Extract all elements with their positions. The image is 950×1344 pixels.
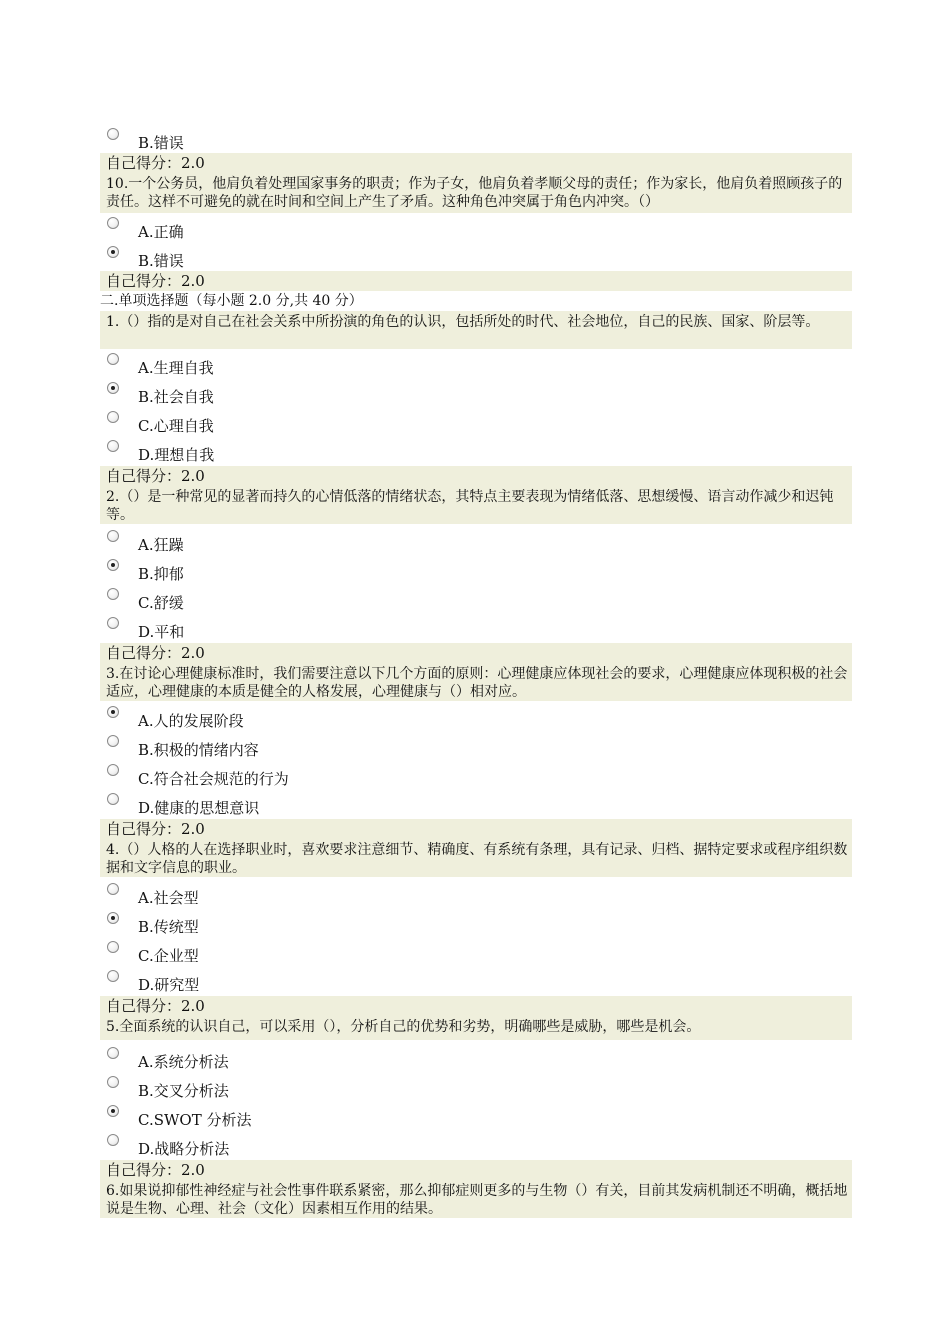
option-label: B.社会自我: [138, 388, 214, 406]
option-label: A.生理自我: [138, 359, 214, 377]
option-q4-d[interactable]: [100, 970, 852, 998]
option-q2-b[interactable]: [100, 559, 852, 587]
score-line: 自己得分：2.0: [100, 271, 852, 291]
option-label: A.正确: [138, 223, 184, 241]
radio-checked-icon[interactable]: [107, 1105, 119, 1117]
option-q1-b[interactable]: [100, 382, 852, 410]
score-line: 自己得分：2.0: [100, 996, 852, 1016]
option-label: B.抑郁: [138, 565, 184, 583]
question-text: 5.全面系统的认识自己，可以采用（），分析自己的优势和劣势，明确哪些是威胁，哪些是机会。: [100, 1016, 852, 1040]
option-q4-a[interactable]: [100, 883, 852, 911]
question-text: 3.在讨论心理健康标准时，我们需要注意以下几个方面的原则：心理健康应体现社会的要求，心理健康应体现积极的社会适应，心理健康的本质是健全的人格发展，心理健康与（）相对应。: [100, 663, 852, 701]
radio-checked-icon[interactable]: [107, 912, 119, 924]
option-q3-b[interactable]: [100, 735, 852, 763]
option-q2-c[interactable]: [100, 588, 852, 616]
option-q5-d[interactable]: [100, 1134, 852, 1162]
section-title: 二.单项选择题（每小题 2.0 分,共 40 分）: [100, 293, 363, 309]
score-line: 自己得分：2.0: [100, 153, 852, 173]
option-q4-b[interactable]: [100, 912, 852, 940]
radio-icon[interactable]: [107, 411, 119, 423]
radio-icon[interactable]: [107, 217, 119, 229]
radio-checked-icon[interactable]: [107, 382, 119, 394]
option-q3-a[interactable]: [100, 706, 852, 734]
option-q2-a[interactable]: [100, 530, 852, 558]
radio-icon[interactable]: [107, 941, 119, 953]
question-text: 10.一个公务员，他肩负着处理国家事务的职责；作为子女，他肩负着孝顺父母的责任；作为家长，他肩负着照顾孩子的责任。这样不可避免的就在时间和空间上产生了矛盾。这种角色冲突属于角色内冲突。（）: [100, 173, 852, 213]
option-label: C.舒缓: [138, 594, 184, 612]
option-label: B.积极的情绪内容: [138, 741, 259, 759]
radio-icon[interactable]: [107, 1134, 119, 1146]
score-line: 自己得分：2.0: [100, 643, 852, 663]
option-prev-b[interactable]: [100, 128, 852, 156]
option-label: B.错误: [138, 252, 184, 270]
option-label: D.健康的思想意识: [138, 799, 260, 817]
radio-icon[interactable]: [107, 735, 119, 747]
radio-icon[interactable]: [107, 440, 119, 452]
option-label: A.狂躁: [138, 536, 184, 554]
question-text: 4.（）人格的人在选择职业时，喜欢要求注意细节、精确度、有系统有条理，具有记录、归档、据特定要求或程序组织数据和文字信息的职业。: [100, 839, 852, 877]
score-line: 自己得分：2.0: [100, 466, 852, 486]
radio-checked-icon[interactable]: [107, 559, 119, 571]
score-line: 自己得分：2.0: [100, 819, 852, 839]
option-q1-d[interactable]: [100, 440, 852, 468]
option-q1-c[interactable]: [100, 411, 852, 439]
option-q5-a[interactable]: [100, 1047, 852, 1075]
option-q3-d[interactable]: [100, 793, 852, 821]
option-q2-d[interactable]: [100, 617, 852, 645]
option-q5-b[interactable]: [100, 1076, 852, 1104]
radio-icon[interactable]: [107, 353, 119, 365]
question-text: 6.如果说抑郁性神经症与社会性事件联系紧密，那么抑郁症则更多的与生物（）有关，目前其发病机制还不明确，概括地说是生物、心理、社会（文化）因素相互作用的结果。: [100, 1180, 852, 1218]
option-label: C.心理自我: [138, 417, 214, 435]
option-label: A.人的发展阶段: [138, 712, 244, 730]
option-label: D.战略分析法: [138, 1140, 230, 1158]
radio-icon[interactable]: [107, 883, 119, 895]
option-label: C.符合社会规范的行为: [138, 770, 289, 788]
radio-icon[interactable]: [107, 617, 119, 629]
option-q1-a[interactable]: [100, 353, 852, 381]
option-label: C.SWOT 分析法: [138, 1111, 252, 1129]
option-q3-c[interactable]: [100, 764, 852, 792]
option-q4-c[interactable]: [100, 941, 852, 969]
option-label: B.交叉分析法: [138, 1082, 229, 1100]
option-label: D.平和: [138, 623, 185, 641]
radio-checked-icon[interactable]: [107, 706, 119, 718]
option-label: B.传统型: [138, 918, 199, 936]
option-label: A.系统分析法: [138, 1053, 229, 1071]
option-q10-a[interactable]: [100, 217, 852, 245]
option-label: D.研究型: [138, 976, 200, 994]
radio-checked-icon[interactable]: [107, 246, 119, 258]
radio-icon[interactable]: [107, 764, 119, 776]
question-text: 2.（）是一种常见的显著而持久的心情低落的情绪状态，其特点主要表现为情绪低落、思想缓慢、语言动作减少和迟钝等。: [100, 486, 852, 524]
option-label: D.理想自我: [138, 446, 215, 464]
option-label: A.社会型: [138, 889, 199, 907]
score-line: 自己得分：2.0: [100, 1160, 852, 1180]
option-label: C.企业型: [138, 947, 199, 965]
option-label: B.错误: [138, 134, 184, 152]
option-q5-c[interactable]: [100, 1105, 852, 1133]
question-text: 1.（）指的是对自己在社会关系中所扮演的角色的认识，包括所处的时代、社会地位，自己的民族、国家、阶层等。: [100, 311, 852, 349]
radio-icon[interactable]: [107, 128, 119, 140]
option-q10-b[interactable]: [100, 246, 852, 274]
radio-icon[interactable]: [107, 588, 119, 600]
radio-icon[interactable]: [107, 530, 119, 542]
radio-icon[interactable]: [107, 1047, 119, 1059]
radio-icon[interactable]: [107, 970, 119, 982]
radio-icon[interactable]: [107, 793, 119, 805]
radio-icon[interactable]: [107, 1076, 119, 1088]
